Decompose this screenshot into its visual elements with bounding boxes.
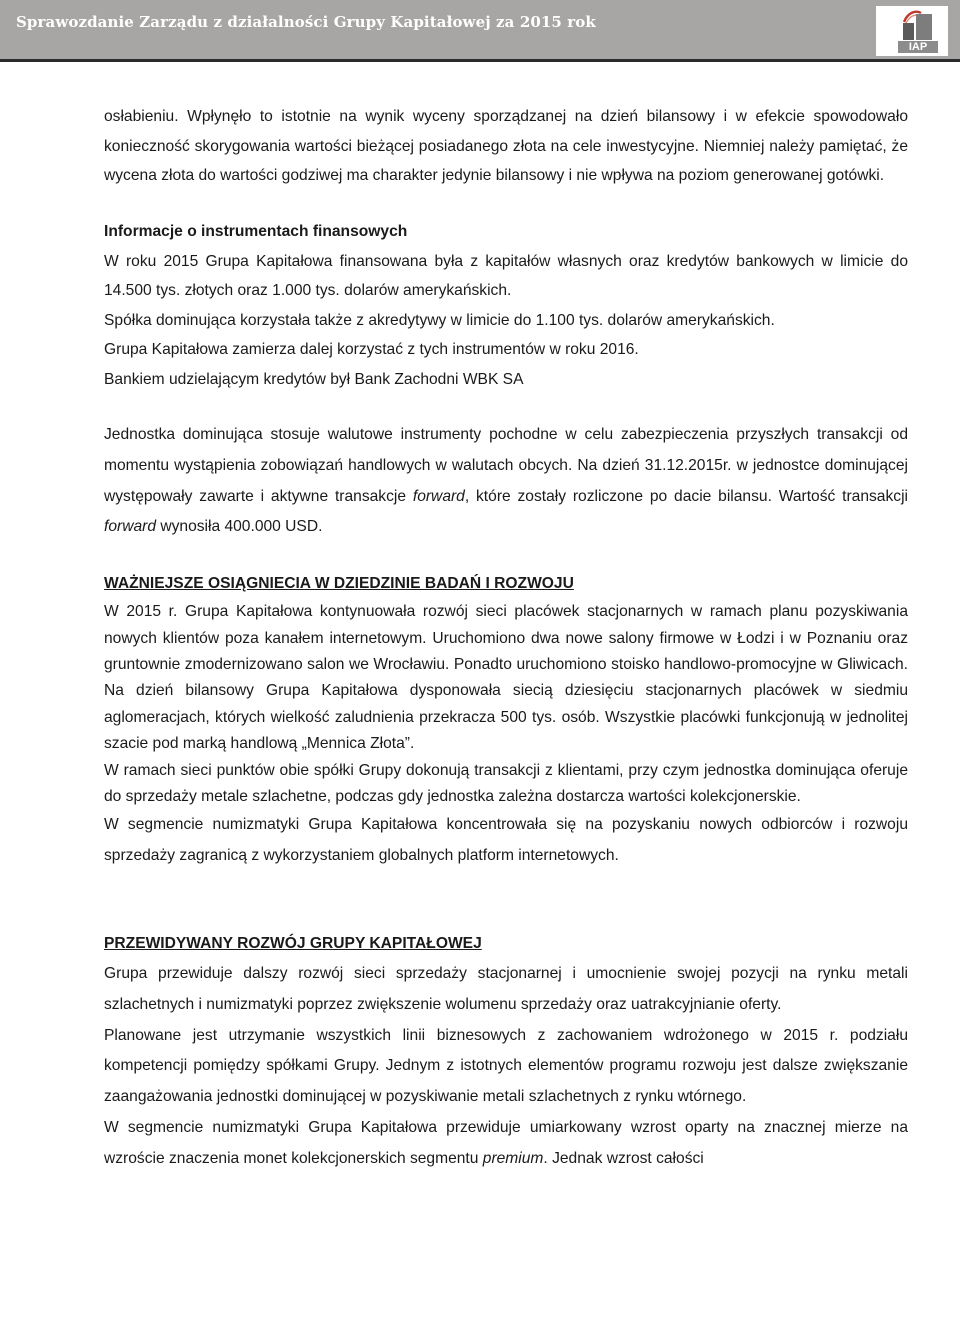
bank-paragraph: Bankiem udzielającym kredytów był Bank Zachodni WBK SA [104, 370, 524, 388]
iap-logo [876, 6, 948, 56]
rnd-paragraph-1: W 2015 r. Grupa Kapitałowa kontynuowała rozwój sieci placówek stacjonarnych w ramach planu pozyskiwania nowych klientów poza kanałem internetowym. Uruchomiono dwa nowe salony firmowe w Łodzi i w Poznaniu oraz gruntownie zmodernizowano salon we Wrocławiu. Ponadto uruchomiono stoisko handlowo-promocyjne w Gliwicach. Na dzień bilansowy Grupa Kapitałowa dysponowała siecią dziesięciu stacjonarnych placówek w siedmiu aglomeracjach, których wielkość zaludnienia przekracza 500 tys. osób. Wszystkie placówki funkcjonują w jednolitej szacie pod marką handlową „Mennica Złota”. [104, 603, 908, 753]
derivatives-text-c: wynosiła 400.000 USD. [156, 518, 323, 536]
logo-block-light [916, 14, 932, 40]
future-instruments-paragraph: Grupa Kapitałowa zamierza dalej korzystać z tych instrumentów w roku 2016. [104, 341, 639, 358]
document-body [104, 102, 908, 1175]
derivatives-text-a: Jednostka dominująca stosuje walutowe instrumenty pochodne w celu zabezpieczenia przyszłych transakcji od momentu wystąpienia zobowiązań handlowych w walutach obcych. Na dzień 31.12.2015r. w jednostce dominującej występowały zawarte i aktywne transakcje [104, 426, 908, 505]
development-paragraph-2: Planowane jest utrzymanie wszystkich linii biznesowych z zachowaniem wdrożonego w 2015 r. podziału kompetencji pomiędzy spółkami Grupy. Jednym z istotnych elementów programu rozwoju jest dalsze zwiększanie zaangażowania jednostki dominującej w pozyskiwanie metali szlachetnych z rynku wtórnego. [104, 1026, 908, 1106]
derivatives-paragraph [104, 420, 908, 543]
development-text-b: . Jednak wzrost całości [543, 1149, 704, 1167]
rnd-paragraph-3: W segmencie numizmatyki Grupa Kapitałowa koncentrowała się na pozyskaniu nowych odbiorców i rozwoju sprzedaży zagranicą z wykorzystaniem globalnych platform internetowych. [104, 816, 908, 865]
development-paragraph-3 [104, 1113, 908, 1175]
development-paragraph-1: Grupa przewiduje dalszy rozwój sieci sprzedaży stacjonarnej i umocnienie swojej pozycji na rynku metali szlachetnych i numizmatyki poprzez zwiększenie wolumenu sprzedaży oraz uatrakcyjnianie oferty. [104, 965, 908, 1013]
logo-text: IAP [898, 41, 938, 53]
premium-term: premium [482, 1149, 544, 1167]
section-heading-development: PRZEWIDYWANY ROZWÓJ GRUPY KAPITAŁOWEJ [104, 935, 482, 953]
forward-term-2: forward [104, 518, 156, 536]
letter-of-credit-paragraph: Spółka dominująca korzystała także z akredytywy w limicie do 1.100 tys. dolarów amerykańskich. [104, 311, 775, 329]
rnd-paragraph-2: W ramach sieci punktów obie spółki Grupy dokonują transakcji z klientami, przy czym jednostka dominująca oferuje do sprzedaży metale szlachetne, podczas gdy jednostka zależna dostarcza wartości kolekcjonerskie. [104, 761, 908, 806]
report-title: Sprawozdanie Zarządu z działalności Grupy Kapitałowej za 2015 rok [16, 13, 596, 31]
financing-paragraph: W roku 2015 Grupa Kapitałowa finansowana była z kapitałów własnych oraz kredytów bankowych w limicie do 14.500 tys. złotych oraz 1.000 tys. dolarów amerykańskich. [104, 252, 908, 299]
derivatives-text-b: , które zostały rozliczone po dacie bilansu. Wartość transakcji [464, 487, 909, 505]
section-heading-rnd: WAŻNIEJSZE OSIĄGNIECIA W DZIEDZINIE BADAŃ I ROZWOJU [104, 575, 574, 593]
section-heading-financial-instruments: Informacje o instrumentach finansowych [104, 222, 408, 240]
development-text-a: W segmencie numizmatyki Grupa Kapitałowa przewiduje umiarkowany wzrost oparty na znacznej mierze na wzroście znaczenia monet kolekcjonerskich segmentu [104, 1119, 908, 1167]
logo-block-dark [903, 23, 914, 40]
intro-paragraph: osłabieniu. Wpłynęło to istotnie na wynik wyceny sporządzanej na dzień bilansowy i w efekcie spowodowało konieczność skorygowania wartości bieżącej posiadanego złota na cele inwestycyjne. Niemniej należy pamiętać, że wycena złota do wartości godziwej ma charakter jedynie bilansowy i nie wpływa na poziom generowanej gotówki. [104, 108, 908, 184]
page-header [0, 0, 960, 62]
forward-term-1: forward [412, 487, 465, 505]
